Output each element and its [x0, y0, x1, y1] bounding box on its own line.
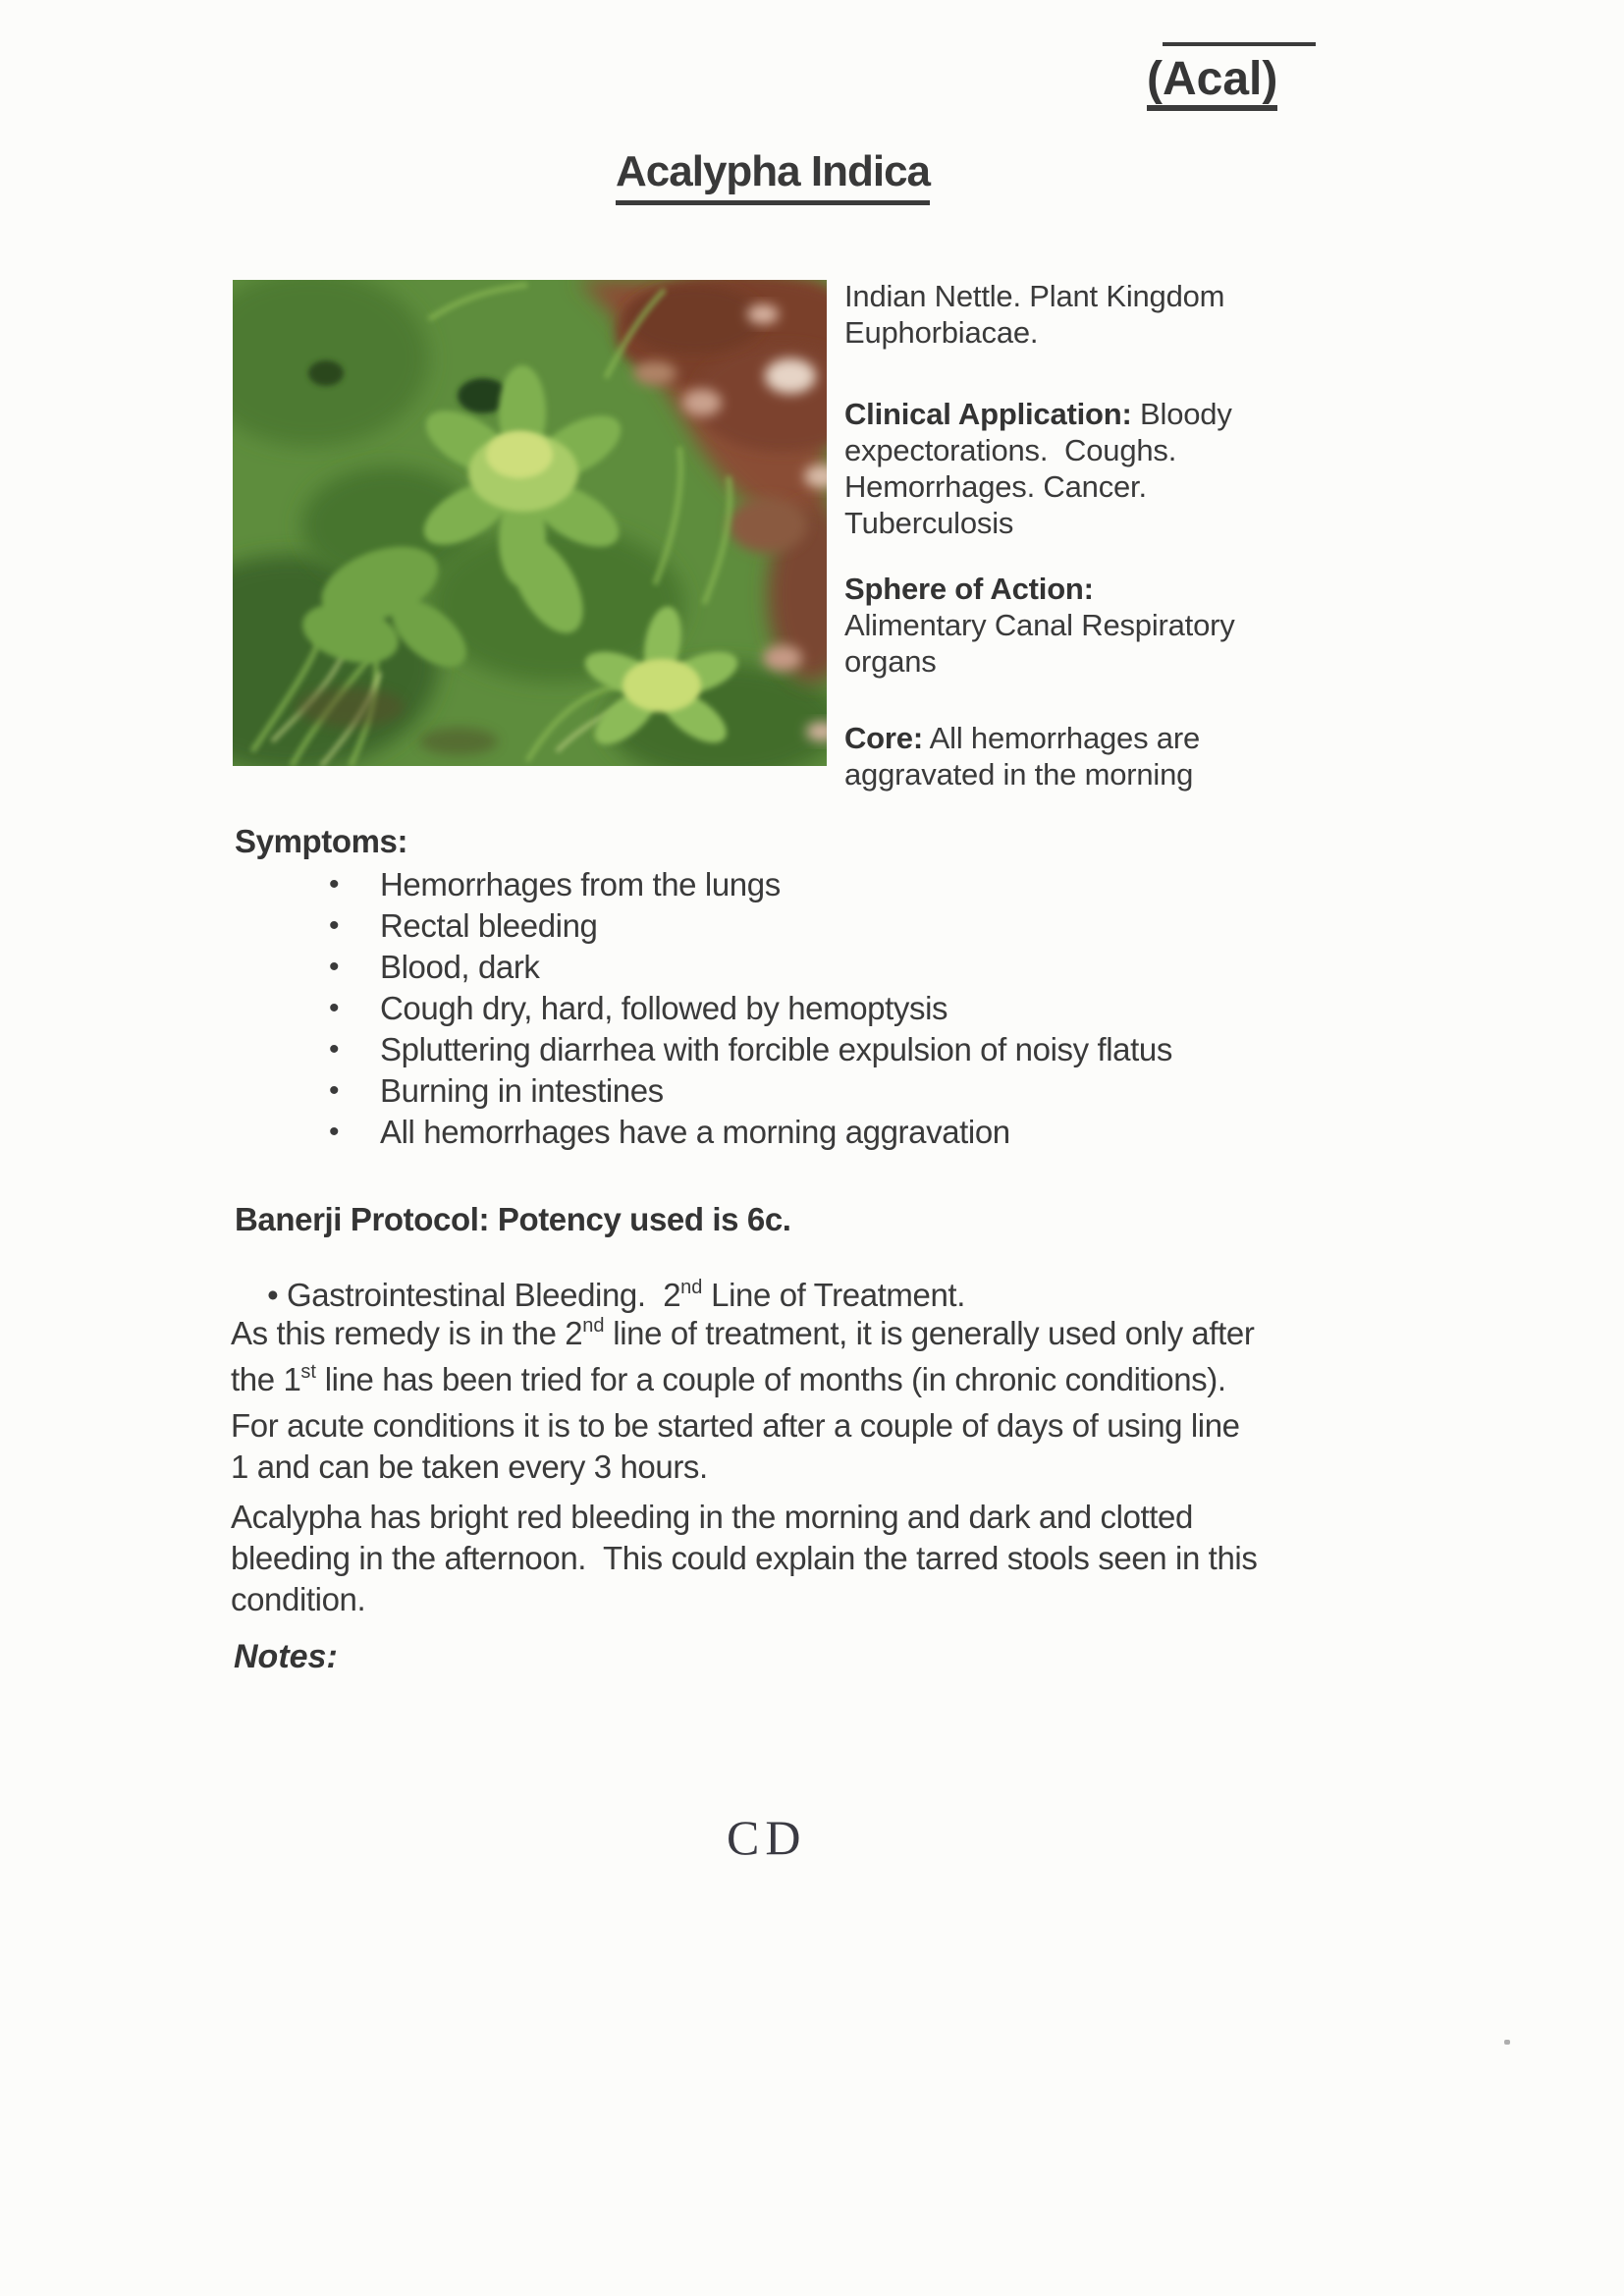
symptoms-list [327, 864, 1407, 1153]
bleeding-description-paragraph [231, 1497, 1468, 1620]
protocol-heading: Banerji Protocol: Potency used is 6c. [235, 1201, 791, 1237]
treatment-usage-paragraph [231, 1313, 1468, 1488]
info-line: Core: All hemorrhages are [844, 721, 1200, 755]
overline-rule [1163, 42, 1316, 46]
symptom-item: • Spluttering diarrhea with forcible expulsion of noisy flatus [327, 1029, 1407, 1070]
paragraph-line: 1 and can be taken every 3 hours. [231, 1449, 708, 1485]
ordinal-superscript: nd [680, 1277, 703, 1298]
info-line: organs [844, 644, 937, 679]
symptoms-heading: Symptoms: [235, 823, 408, 859]
symptom-item: • Rectal bleeding [327, 905, 1407, 947]
paragraph-line: bleeding in the afternoon. This could explain the tarred stools seen in this [231, 1540, 1258, 1576]
info-line: Alimentary Canal Respiratory [844, 608, 1235, 642]
notes-label: Notes: [234, 1638, 338, 1675]
info-line: Clinical Application: Bloody [844, 397, 1232, 431]
remedy-code-block [1147, 42, 1343, 111]
plant-kingdom-text [844, 278, 1316, 351]
scan-speck [1504, 2040, 1510, 2045]
remedy-code: (Acal) [1147, 55, 1277, 111]
info-line: aggravated in the morning [844, 757, 1194, 792]
sphere-of-action-text [844, 571, 1316, 680]
core-label: Core: [844, 721, 923, 755]
symptom-item: • Burning in intestines [327, 1070, 1407, 1112]
ordinal-superscript: nd [582, 1315, 605, 1337]
paragraph-line: For acute conditions it is to be started after a couple of days of using line [231, 1407, 1240, 1444]
protocol-indication: • Gastrointestinal Bleeding. 2nd Line of Treatment. [267, 1277, 965, 1313]
info-line: Euphorbiacae. [844, 315, 1039, 350]
plant-photo-image [233, 280, 827, 766]
footer-initials: CD [727, 1810, 807, 1865]
page-title: Acalypha Indica [616, 147, 930, 205]
symptom-item: • Blood, dark [327, 947, 1407, 988]
paragraph-line: condition. [231, 1581, 366, 1617]
info-line [844, 571, 1316, 607]
info-line: Tuberculosis [844, 506, 1014, 540]
clinical-application-text [844, 396, 1316, 541]
info-line: expectorations. Coughs. [844, 433, 1177, 467]
paragraph-line: As this remedy is in the 2nd line of treatment, it is generally used only after [231, 1315, 1255, 1351]
paragraph-line: Acalypha has bright red bleeding in the morning and dark and clotted [231, 1499, 1193, 1535]
paragraph-line: the 1st line has been tried for a couple of months (in chronic conditions). [231, 1361, 1226, 1397]
ordinal-superscript: st [300, 1361, 316, 1383]
symptom-item: • Hemorrhages from the lungs [327, 864, 1407, 905]
core-text [844, 720, 1316, 793]
plant-photo [233, 280, 827, 766]
clinical-application-label: Clinical Application: [844, 397, 1132, 431]
info-line: Hemorrhages. Cancer. [844, 469, 1147, 504]
sphere-of-action-label: Sphere of Action: [844, 572, 1094, 606]
symptom-item: • Cough dry, hard, followed by hemoptysis [327, 988, 1407, 1029]
info-line: Indian Nettle. Plant Kingdom [844, 279, 1225, 313]
symptom-item: • All hemorrhages have a morning aggravation [327, 1112, 1407, 1153]
